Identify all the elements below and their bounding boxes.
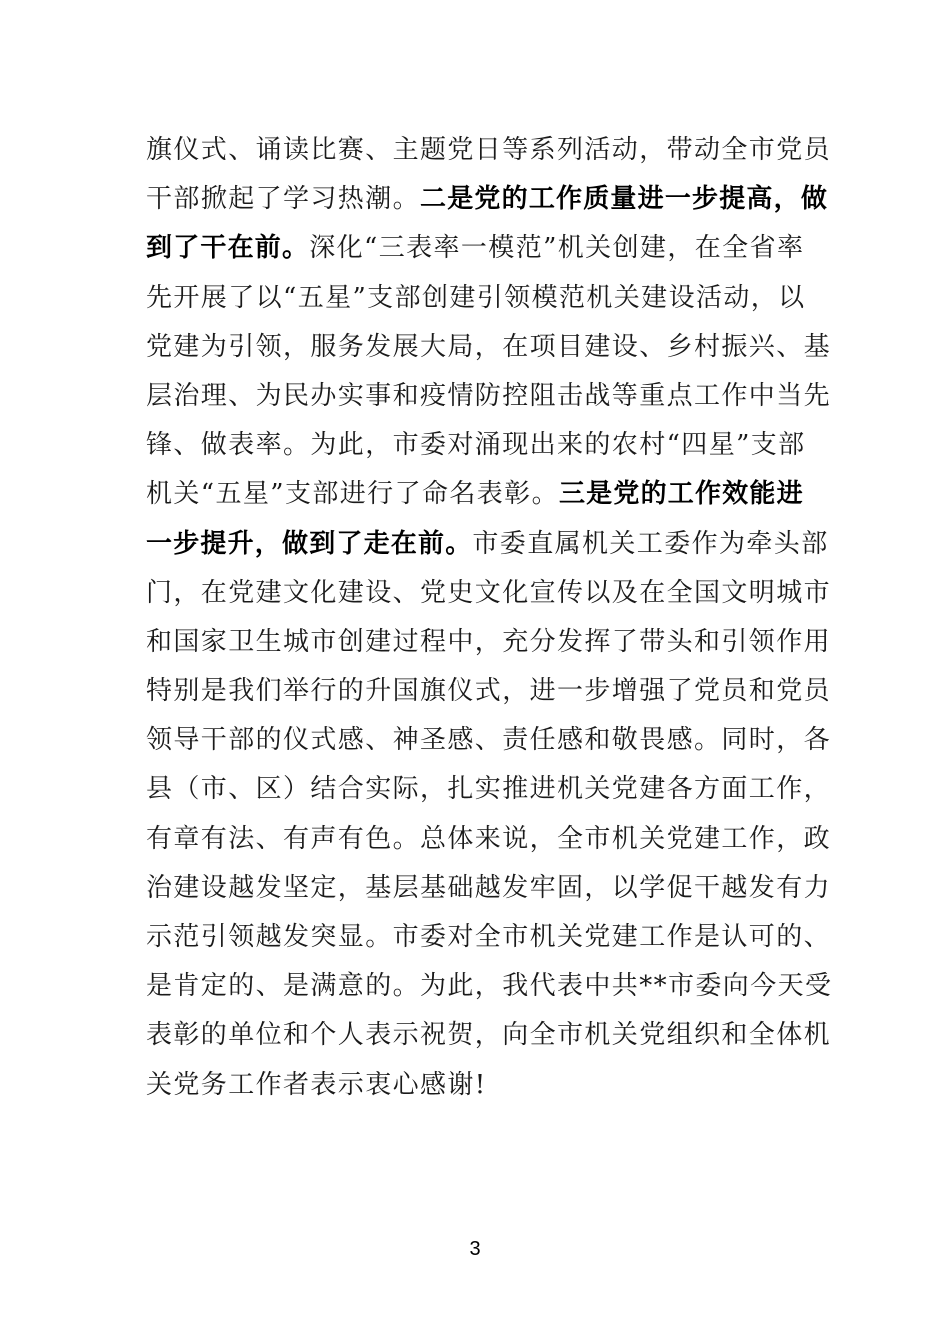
text-line [146,716,832,765]
page-number: 3 [469,1238,481,1260]
body-paragraph [146,126,833,1110]
body-text-segment: 是肯定的、是满意的。为此，我代表中共**市委向今天受 [146,971,833,1002]
body-text-segment: 先开展了以“五星”支部创建引领模范机关建设活动，以 [146,282,806,313]
body-text-segment: 党建为引领，服务发展大局，在项目建设、乡村振兴、基 [146,331,832,362]
bold-heading-text: 二是党的工作质量进一步提高，做 [420,184,829,215]
body-text-segment: 特别是我们举行的升国旗仪式，进一步增强了党员和党员 [146,676,832,707]
body-text-segment: 市委直属机关工委作为牵头部 [472,528,829,559]
bold-heading-text: 三是党的工作效能进 [558,479,804,510]
text-line [146,962,833,1011]
body-text-segment: 示范引领越发突显。市委对全市机关党建工作是认可的、 [146,922,832,952]
body-text-segment: 有章有法、有声有色。总体来说，全市机关党建工作，政 [146,823,832,854]
text-line [146,913,832,962]
text-line [146,323,832,372]
body-text-segment: 深化“三表率一模范”机关创建，在全省率 [309,233,805,264]
text-line [146,126,832,175]
text-line [146,224,816,273]
body-text-segment: 表彰的单位和个人表示祝贺，向全市机关党组织和全体机 [146,1020,832,1051]
text-line [146,618,832,667]
text-line [146,470,816,519]
body-text-segment: 旗仪式、诵读比赛、主题党日等系列活动，带动全市党员 [146,135,832,165]
body-text-segment: 机关“五星”支部进行了命名表彰。 [146,479,559,510]
text-line [146,372,832,421]
body-text-segment: 关党务工作者表示衷心感谢! [146,1069,487,1100]
body-text-segment: 领导干部的仪式感、神圣感、责任感和敬畏感。同时，各 [146,725,832,756]
text-line [146,421,816,470]
body-text-segment: 和国家卫生城市创建过程中，充分发挥了带头和引领作用 [146,626,832,657]
body-text-segment: 干部掀起了学习热潮。 [146,184,421,215]
text-line [146,1061,816,1110]
body-text-segment: 门，在党建文化建设、党史文化宣传以及在全国文明城市 [146,577,832,608]
text-line [146,520,829,569]
text-line [146,815,832,864]
text-line [146,175,829,224]
bold-heading-text: 一步提升，做到了走在前。 [146,528,473,559]
text-line [146,864,832,913]
text-line [146,274,816,323]
body-text-segment: 层治理、为民办实事和疫情防控阻击战等重点工作中当先 [146,380,832,411]
body-text-segment: 治建设越发坚定，基层基础越发牢固，以学促干越发有力 [146,872,832,903]
text-line [146,667,832,716]
body-text-segment: 县（市、区）结合实际，扎实推进机关党建各方面工作， [146,774,832,805]
text-line [146,1011,832,1060]
body-text-segment: 锋、做表率。为此，市委对涌现出来的农村“四星”支部 [146,430,806,461]
bold-heading-text: 到了干在前。 [146,233,310,264]
text-line [146,765,832,814]
text-line [146,569,832,618]
